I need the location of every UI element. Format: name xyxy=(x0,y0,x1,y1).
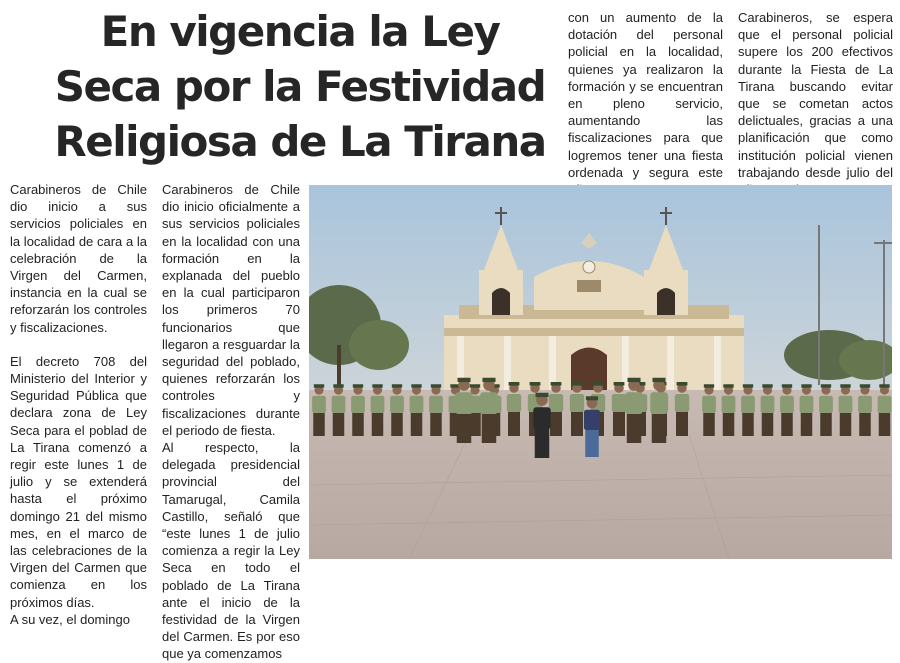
headline-line-3: Religiosa de La Tirana xyxy=(54,117,546,166)
paragraph: Al respecto, la delegada presidencial provincial del Tamarugal, Camila Castillo, señaló que “este lunes 1 de julio comienza a regir la Ley Seca en todo el poblado de La Tirana ante el inicio de la festividad de la Virgen del Carmen. Es por eso que ya comenzamos xyxy=(162,440,300,662)
article-column-4 xyxy=(738,9,893,198)
headline-line-2: Seca por la Festividad xyxy=(54,62,546,111)
article-column-1 xyxy=(10,181,147,628)
police-formation-photo xyxy=(309,185,892,559)
news-photo xyxy=(309,185,892,559)
paragraph: Carabineros, se espera que el personal policial supere los 200 efectivos durante la Fiesta de La Tirana buscando evitar que se cometan actos delictuales, gracias a una planificación que como institución policial vienen trabajando desde julio del xyxy=(738,10,893,180)
article-column-2 xyxy=(162,181,300,663)
headline-line-1: En vigencia la Ley xyxy=(100,7,500,56)
paragraph: A su vez, el domingo xyxy=(10,611,130,627)
paragraph: Carabineros de Chile dio inicio a sus servicios policiales en la localidad de cara a la celebración de la Virgen del Carmen, instancia en la cual se reforzarán los controles y fiscalizaciones. xyxy=(10,182,147,335)
paragraph: Carabineros de Chile dio inicio oficialmente a sus servicios policiales en la localidad con una formación en la explanada del pueblo en la cual participaron los primeros 70 funcionarios que llegaron a resguardar la seguridad del poblado, quienes reforzarán los controles y fiscalizaciones durante el periodo de fiesta. xyxy=(162,182,300,438)
paragraph: con un aumento de la dotación del personal policial en la localidad, quienes ya realizaron la formación y se encuentran en pleno servicio, aumentando las fiscalizaciones para que logremos tener una fiesta ordenada y segura este xyxy=(568,10,723,180)
paragraph: El decreto 708 del Ministerio del Interior y Seguridad Pública que declara zona de Ley Seca para el poblad de La Tirana comenzó a regir este lunes 1 de julio y se extenderá hasta el próximo domingo 21 del mismo mes, en el marco de las celebraciones de la Virgen del Carmen que comienza en los próximos días. xyxy=(10,353,147,610)
headline xyxy=(40,4,560,169)
